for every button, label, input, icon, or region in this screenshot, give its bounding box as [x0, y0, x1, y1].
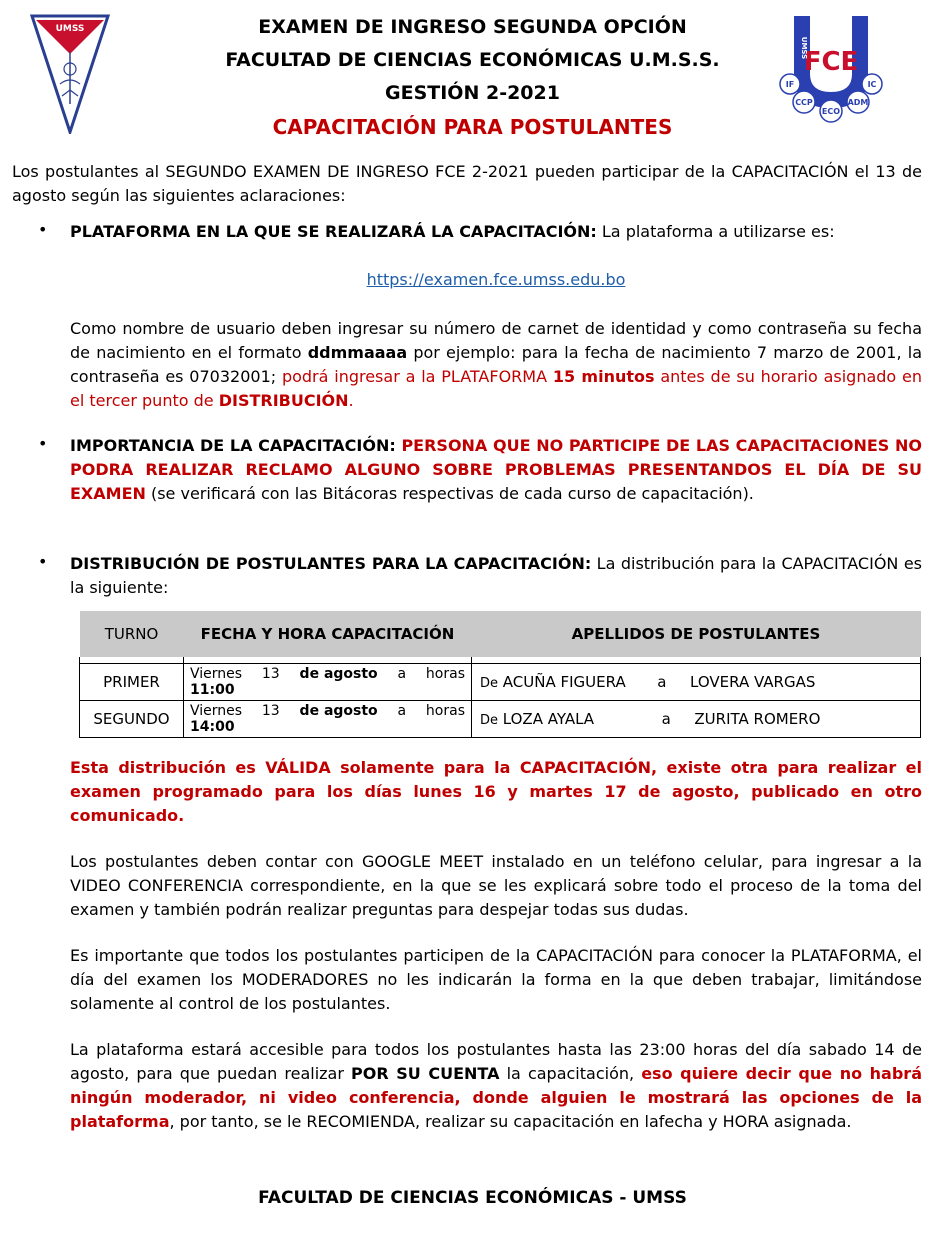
section1-heading: PLATAFORMA EN LA QUE SE REALIZARÁ LA CAPACITACIÓN:	[70, 222, 597, 241]
section2-warning: PERSONA QUE NO PARTICIPE DE LAS CAPACITACIONES NO PODRA REALIZAR RECLAMO ALGUNO SOBRE PROBLEMAS PRESENTANDOS EL DÍA DE SU EXAMEN	[70, 436, 923, 503]
row2-month: de agosto	[299, 703, 378, 719]
header-line3: GESTIÓN 2-2021	[385, 82, 560, 104]
row2-fecha	[184, 701, 472, 738]
platform-url-row	[70, 268, 922, 292]
credentials-example: por ejemplo: para la fecha de nacimiento 7 marzo de 2001, la contraseña es 07032001;	[70, 343, 922, 386]
bullet-3: •	[38, 552, 48, 571]
credentials-text: Como nombre de usuario deben ingresar su número de carnet de identidad y como contraseña su fecha de nacimiento en el formato	[70, 319, 922, 362]
fce-item-eco: ECO	[821, 107, 841, 116]
row1-from: ACUÑA FIGUERA	[502, 673, 626, 691]
table-row	[80, 701, 921, 738]
page-title: CAPACITACIÓN PARA POSTULANTES	[272, 115, 673, 139]
col-fecha: FECHA Y HORA CAPACITACIÓN	[184, 611, 472, 657]
access-warning: eso quiere decir que no habrá ningún moderador, ni video conferencia, donde alguien le mostrará las opciones de la plataforma	[70, 1064, 922, 1131]
access-bold: POR SU CUENTA	[351, 1064, 500, 1083]
validity-notice: Esta distribución es VÁLIDA solamente para la CAPACITACIÓN, existe otra para realizar el examen programado para los días lunes 16 y martes 17 de agosto, publicado en otro comunicado.	[70, 758, 922, 825]
platform-url-link[interactable]: https://examen.fce.umss.edu.bo	[366, 270, 626, 289]
access-note: podrá ingresar a la PLATAFORMA	[281, 367, 553, 386]
row2-turno: SEGUNDO	[80, 701, 184, 738]
col-apellidos: APELLIDOS DE POSTULANTES	[472, 611, 921, 657]
access-paragraph	[70, 1038, 922, 1134]
row1-month: de agosto	[299, 666, 378, 682]
row2-horas: horas	[425, 703, 465, 719]
umss-logo-text: UMSS	[55, 24, 85, 34]
access-text-a: La plataforma estará accesible para todos los postulantes hasta las 23:00 horas del día sabado 14 de agosto, para que puedan realizar	[70, 1040, 922, 1083]
access-minutes: 15 minutos	[552, 367, 655, 386]
row1-fecha	[184, 664, 472, 701]
access-text-c: , por tanto, se le RECOMIENDA, realizar su capacitación en lafecha y HORA asignada.	[169, 1112, 852, 1131]
header-line1: EXAMEN DE INGRESO SEGUNDA OPCIÓN	[258, 16, 687, 38]
row2-day: Viernes	[190, 703, 243, 719]
fce-logo-text: FCE	[803, 47, 859, 77]
distribution-table	[79, 611, 921, 738]
row1-a: a	[397, 666, 407, 682]
access-distribution: DISTRIBUCIÓN	[218, 391, 349, 410]
fce-logo-umss: UMSS	[800, 36, 808, 60]
row2-a: a	[397, 703, 407, 719]
row1-to: LOVERA VARGAS	[690, 673, 816, 691]
google-meet-paragraph: Los postulantes deben contar con GOOGLE MEET instalado en un teléfono celular, para ingresar a la VIDEO CONFERENCIA correspondiente, en la que se les explicará sobre todo el proceso de la toma del examen y también podrán realizar preguntas para despejar todas sus dudas.	[70, 852, 922, 919]
row1-apellidos	[472, 664, 921, 701]
section2-text: (se verificará con las Bitácoras respectivas de cada curso de capacitación).	[145, 484, 754, 503]
row1-day: Viernes	[190, 666, 243, 682]
row1-num: 13	[261, 666, 280, 682]
section2-heading: IMPORTANCIA DE LA CAPACITACIÓN:	[70, 436, 396, 455]
section1-credentials	[70, 317, 922, 413]
header-line2: FACULTAD DE CIENCIAS ECONÓMICAS U.M.S.S.	[225, 49, 720, 71]
col-turno: TURNO	[80, 611, 184, 657]
table-row	[80, 664, 921, 701]
row1-a2: a	[657, 673, 667, 691]
intro-paragraph: Los postulantes al SEGUNDO EXAMEN DE INGRESO FCE 2-2021 pueden participar de la CAPACITACIÓN el 13 de agosto según las siguientes aclaraciones:	[12, 162, 922, 205]
row1-horas: horas	[425, 666, 465, 682]
row2-a2: a	[661, 710, 671, 728]
row2-num: 13	[261, 703, 280, 719]
row2-time: 14:00	[190, 719, 235, 735]
section3-text: La distribución para la CAPACITACIÓN es la siguiente:	[70, 554, 923, 597]
fce-item-ccp: CCP	[795, 98, 813, 107]
row2-apellidos	[472, 701, 921, 738]
access-note-2: antes de su horario asignado en el tercer punto de	[70, 367, 923, 410]
access-end: .	[348, 391, 354, 410]
section-plataforma	[70, 220, 922, 244]
format-text: ddmmaaaa	[307, 343, 408, 362]
row2-from: LOZA AYALA	[502, 710, 595, 728]
section1-text: La plataforma a utilizarse es:	[596, 222, 835, 241]
fce-item-ic: IC	[867, 80, 877, 89]
section3-heading: DISTRIBUCIÓN DE POSTULANTES PARA LA CAPACITACIÓN:	[70, 554, 592, 573]
bullet-1: •	[38, 220, 48, 239]
row2-de: De	[480, 713, 499, 728]
section-importancia	[70, 434, 922, 506]
row1-turno: PRIMER	[80, 664, 184, 701]
importance-paragraph: Es importante que todos los postulantes participen de la CAPACITACIÓN para conocer la PLATAFORMA, el día del examen los MODERADORES no les indicarán la forma en la que deben trabajar, limitándose solamente al control de los postulantes.	[70, 946, 922, 1013]
fce-item-adm: ADM	[847, 98, 869, 107]
row1-time: 11:00	[190, 682, 235, 698]
section-distribucion	[70, 552, 922, 600]
footer: FACULTAD DE CIENCIAS ECONÓMICAS - UMSS	[258, 1188, 687, 1208]
row2-to: ZURITA ROMERO	[694, 710, 821, 728]
row1-de: De	[480, 676, 499, 691]
access-text-b: la capacitación,	[499, 1064, 642, 1083]
bullet-2: •	[38, 434, 48, 453]
fce-item-if: IF	[785, 80, 795, 89]
table-header-row	[80, 611, 921, 657]
